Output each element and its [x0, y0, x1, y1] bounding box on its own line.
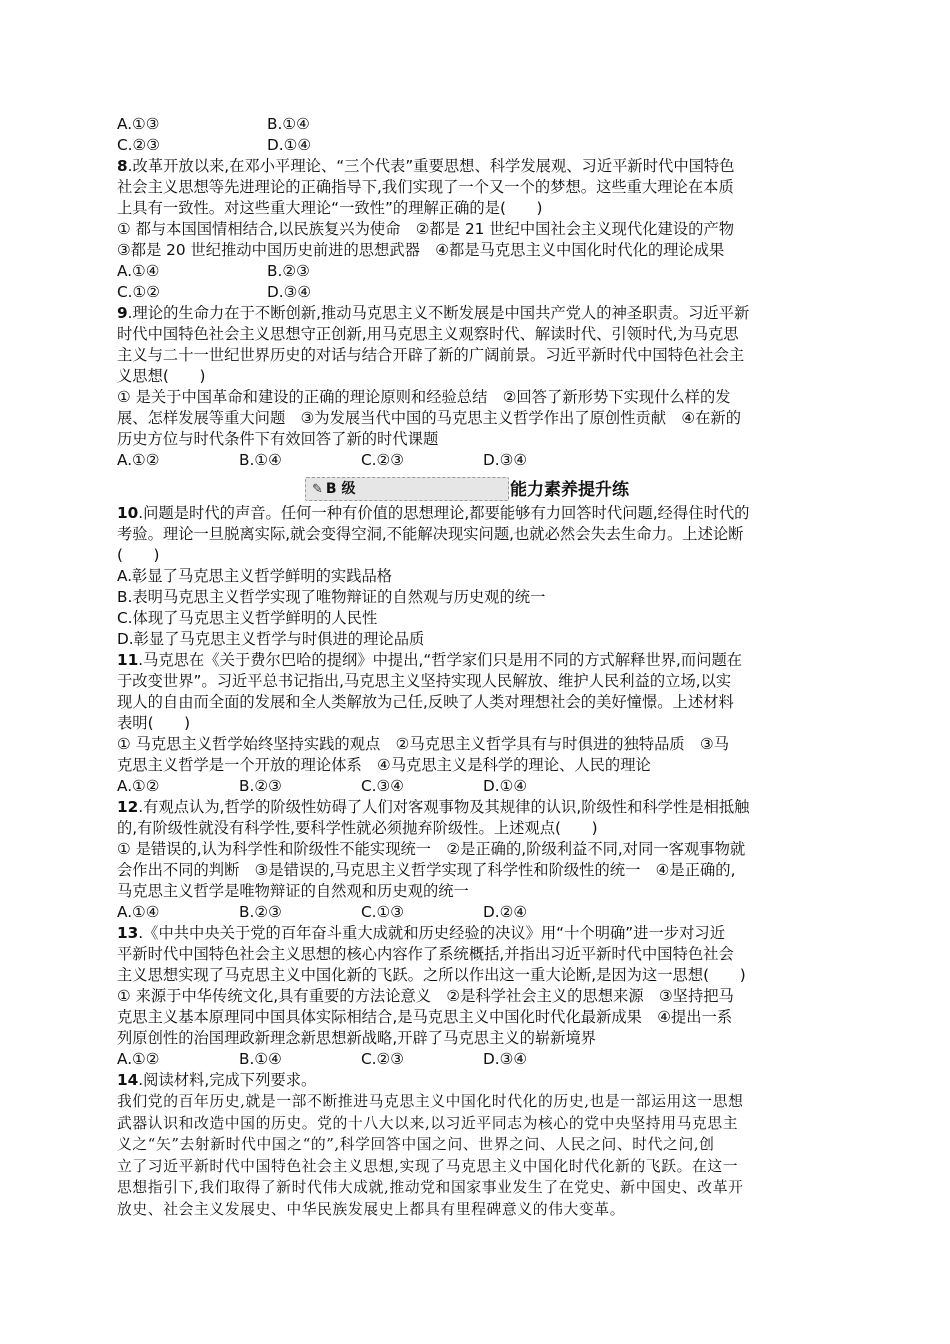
- q8-stem-line-1: 8.改革开放以来,在邓小平理论、“三个代表”重要思想、科学发展观、习近平新时代中国特色: [117, 157, 735, 175]
- q13-stem-line-3: 主义思想实现了马克思主义中国化新的飞跃。之所以作出这一重大论断,是因为这一思想( ): [117, 966, 746, 984]
- q10-choice-a[interactable]: A.彰显了马克思主义哲学鲜明的实践品格: [117, 567, 393, 585]
- q9-stem-line-3: 主义与二十一世纪世界历史的对话与结合开辟了新的广阔前景。习近平新时代中国特色社会主: [117, 346, 745, 364]
- q10-choice-d[interactable]: D.彰显了马克思主义哲学与时俱进的理论品质: [117, 630, 425, 648]
- section-b-badge: [305, 477, 509, 501]
- q9-stem-line-2: 时代中国特色社会主义思想守正创新,用马克思主义观察时代、解读时代、引领时代,为马克思: [117, 325, 739, 343]
- q11-item-line-2: 克思主义哲学是一个开放的理论体系 ④马克思主义是科学的理论、人民的理论: [117, 756, 651, 774]
- q7-option-b[interactable]: B.①④: [267, 115, 310, 133]
- q9-item-line-2: 展、怎样发展等重大问题 ③为发展当代中国的马克思主义哲学作出了原创性贡献 ④在新的: [117, 409, 742, 427]
- q11-stem-line-4: 表明( ): [117, 714, 191, 732]
- q10-stem-line-3: ( ): [117, 546, 160, 564]
- q8-stem-line-2: 社会主义思想等先进理论的正确指导下,我们实现了一个又一个的梦想。这些重大理论在本质: [117, 178, 734, 196]
- q13-options-row: [117, 1049, 837, 1070]
- q11-number: 11: [117, 651, 139, 669]
- q11-option-a[interactable]: A.①②: [117, 777, 160, 795]
- q10-choice-b[interactable]: B.表明马克思主义哲学实现了唯物辩证的自然观与历史观的统一: [117, 588, 546, 606]
- q9-option-a[interactable]: A.①②: [117, 451, 160, 469]
- q13-item-line-2: 克思主义基本原理同中国具体实际相结合,是马克思主义中国化时代化最新成果 ④提出一系: [117, 1008, 733, 1026]
- q10-choice-c[interactable]: C.体现了马克思主义哲学鲜明的人民性: [117, 609, 378, 627]
- q11-stem-line-2: 于改变世界”。习近平总书记指出,马克思主义坚持实现人民解放、维护人民利益的立场,以实: [117, 672, 732, 690]
- q10-number: 10: [117, 504, 139, 522]
- q11-option-d[interactable]: D.①④: [483, 777, 528, 795]
- q12-option-c[interactable]: C.①③: [361, 903, 404, 921]
- q9-stem-line-4: 义思想( ): [117, 367, 206, 385]
- q12-item-line-2: 会作出不同的判断 ③是错误的,马克思主义哲学实现了科学性和阶级性的统一 ④是正确的,: [117, 861, 736, 879]
- q11-item-line-1: ① 马克思主义哲学始终坚持实践的观点 ②马克思主义哲学具有与时俱进的独特品质 ③马: [117, 735, 729, 753]
- q13-option-c[interactable]: C.②③: [361, 1050, 404, 1068]
- q9-option-b[interactable]: B.①④: [239, 451, 282, 469]
- q10-stem-line-2: 考验。理论一旦脱离实际,就会变得空洞,不能解决现实问题,也就必然会失去生命力。上述论断: [117, 525, 744, 543]
- q11-option-b[interactable]: B.②③: [239, 777, 282, 795]
- q9-stem-line-1: 9.理论的生命力在于不断创新,推动马克思主义不断发展是中国共产党人的神圣职责。习近平新: [117, 304, 750, 322]
- q7-option-a[interactable]: A.①③: [117, 115, 160, 133]
- q9-item-line-1: ① 是关于中国革命和建设的正确的理论原则和经验总结 ②回答了新形势下实现什么样的发: [117, 388, 731, 406]
- q12-number: 12: [117, 798, 139, 816]
- q13-item-line-3: 列原创性的治国理政新理念新思想新战略,开辟了马克思主义的崭新境界: [117, 1029, 597, 1047]
- q11-options-row: [117, 776, 837, 797]
- q13-option-a[interactable]: A.①②: [117, 1050, 160, 1068]
- q13-stem-line-2: 平新时代中国特色社会主义思想的核心内容作了系统概括,并指出习近平新时代中国特色社会: [117, 945, 734, 963]
- q14-prompt: 14.阅读材料,完成下列要求。: [117, 1071, 317, 1089]
- q12-option-d[interactable]: D.②④: [483, 903, 528, 921]
- section-b-header: [117, 473, 837, 503]
- q14-material-line-1: 我们党的百年历史,就是一部不断推进马克思主义中国化时代化的历史,也是一部运用这一思想: [117, 1093, 744, 1110]
- q7-options-row-1: [117, 114, 837, 135]
- q13-option-d[interactable]: D.③④: [483, 1050, 528, 1068]
- q12-options-row: [117, 902, 837, 923]
- q8-option-b[interactable]: B.②③: [267, 262, 310, 280]
- q14-material-line-3: 义之“矢”去射新时代中国之“的”,科学回答中国之问、世界之问、人民之问、时代之问,创: [117, 1136, 715, 1153]
- q12-item-line-3: 马克思主义哲学是唯物辩证的自然观和历史观的统一: [117, 882, 469, 900]
- q9-option-d[interactable]: D.③④: [483, 451, 528, 469]
- q11-stem-line-3: 现人的自由而全面的发展和全人类解放为己任,反映了人类对理想社会的美好憧憬。上述材料: [117, 693, 734, 711]
- q7-options-row-2: [117, 135, 837, 156]
- q9-option-c[interactable]: C.②③: [361, 451, 404, 469]
- q8-options-row-2: [117, 282, 837, 303]
- section-b-label: B 级: [325, 481, 356, 497]
- q12-item-line-1: ① 是错误的,认为科学性和阶级性不能实现统一 ②是正确的,阶级利益不同,对同一客观事物就: [117, 840, 746, 858]
- q13-number: 13: [117, 924, 139, 942]
- q14-material-line-6: 放史、社会主义发展史、中华民族发展史上都具有里程碑意义的伟大变革。: [117, 1200, 626, 1218]
- q8-item-line-1: ① 都与本国国情相结合,以民族复兴为使命 ②都是 21 世纪中国社会主义现代化建设的产物: [117, 220, 735, 238]
- q7-option-c[interactable]: C.②③: [117, 136, 160, 154]
- q10-stem-line-1: 10.问题是时代的声音。任何一种有价值的思想理论,都要能够有力回答时代问题,经得住时代的: [117, 504, 750, 522]
- q8-number: 8: [117, 157, 128, 175]
- q14-material-line-5: 思想指引下,我们取得了新时代伟大成就,推动党和国家事业发生了在党史、新中国史、改革开: [117, 1179, 744, 1196]
- q8-options-row-1: [117, 261, 837, 282]
- q12-stem-line-1: 12.有观点认为,哲学的阶级性妨碍了人们对客观事物及其规律的认识,阶级性和科学性是相抵触: [117, 798, 750, 816]
- section-b-title: 能力素养提升练: [510, 480, 629, 500]
- exam-page: [117, 114, 837, 1220]
- pencil-icon: ✎: [312, 482, 323, 497]
- q8-option-c[interactable]: C.①②: [117, 283, 160, 301]
- q13-option-b[interactable]: B.①④: [239, 1050, 282, 1068]
- q9-number: 9: [117, 304, 128, 322]
- q12-stem-line-2: 的,有阶级性就没有科学性,要科学性就必须抛弃阶级性。上述观点( ): [117, 819, 598, 837]
- q12-option-a[interactable]: A.①④: [117, 903, 160, 921]
- q11-option-c[interactable]: C.③④: [361, 777, 404, 795]
- q13-stem-line-1: 13.《中共中央关于党的百年奋斗重大成就和历史经验的决议》用“十个明确”进一步对习近: [117, 924, 725, 942]
- q9-options-row: [117, 450, 837, 471]
- q7-option-d[interactable]: D.①④: [267, 136, 312, 154]
- q14-material-line-4: 立了习近平新时代中国特色社会主义思想,实现了马克思主义中国化时代化新的飞跃。在这一: [117, 1157, 739, 1175]
- q14-material-line-2: 武器认识和改造中国的历史。党的十八大以来,以习近平同志为核心的党中央坚持用马克思主: [117, 1114, 739, 1132]
- q9-item-line-3: 历史方位与时代条件下有效回答了新的时代课题: [117, 430, 439, 448]
- q11-stem-line-1: 11.马克思在《关于费尔巴哈的提纲》中提出,“哲学家们只是用不同的方式解释世界,而问题在: [117, 651, 743, 669]
- q13-item-line-1: ① 来源于中华传统文化,具有重要的方法论意义 ②是科学社会主义的思想来源 ③坚持把马: [117, 987, 734, 1005]
- q8-option-a[interactable]: A.①④: [117, 262, 160, 280]
- q12-option-b[interactable]: B.②③: [239, 903, 282, 921]
- q8-stem-line-3: 上具有一致性。对这些重大理论“一致性”的理解正确的是( ): [117, 199, 543, 217]
- q8-option-d[interactable]: D.③④: [267, 283, 312, 301]
- q14-number: 14: [117, 1071, 139, 1089]
- q8-item-line-2: ③都是 20 世纪推动中国历史前进的思想武器 ④都是马克思主义中国化时代化的理论成果: [117, 241, 725, 259]
